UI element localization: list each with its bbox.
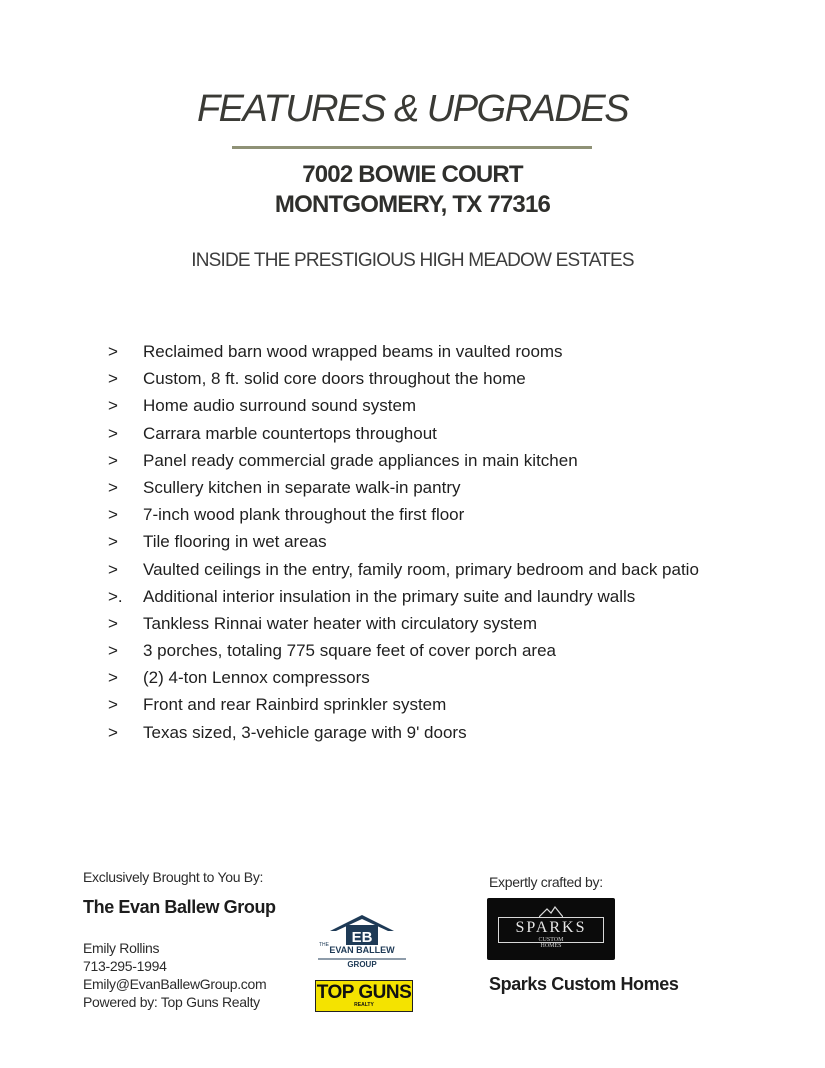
feature-list bbox=[108, 338, 699, 746]
title-divider bbox=[232, 146, 592, 149]
feature-text: Carrara marble countertops throughout bbox=[143, 423, 437, 443]
sparks-logo-subtext bbox=[487, 937, 615, 949]
subtitle: INSIDE THE PRESTIGIOUS HIGH MEADOW ESTATES bbox=[191, 250, 634, 271]
eb-group-text: GROUP bbox=[347, 960, 377, 969]
bullet-marker: > bbox=[108, 722, 118, 742]
feature-item bbox=[108, 420, 699, 447]
feature-item bbox=[108, 501, 699, 528]
feature-item bbox=[108, 583, 699, 610]
feature-text: Home audio surround sound system bbox=[143, 396, 417, 416]
feature-text: Custom, 8 ft. solid core doors throughout the home bbox=[143, 369, 526, 389]
bullet-marker: > bbox=[108, 532, 118, 552]
sparks-custom-homes-logo bbox=[487, 898, 615, 960]
bullet-marker: > bbox=[108, 505, 118, 525]
agent-phone: 713-295-1994 bbox=[83, 958, 167, 974]
feature-text: Tankless Rinnai water heater with circulatory system bbox=[143, 613, 537, 633]
top-guns-text: TOP GUNS bbox=[316, 982, 412, 1003]
bullet-marker: >. bbox=[108, 586, 123, 606]
feature-item bbox=[108, 474, 699, 501]
sparks-logo-text: SPARKS bbox=[515, 919, 587, 936]
address-street: 7002 BOWIE COURT bbox=[302, 161, 523, 188]
feature-text: Scullery kitchen in separate walk-in pantry bbox=[143, 477, 461, 497]
agent-name: Emily Rollins bbox=[83, 940, 160, 956]
agent-contact bbox=[83, 939, 266, 1011]
bullet-marker: > bbox=[108, 342, 118, 361]
feature-item bbox=[108, 664, 699, 691]
bullet-marker: > bbox=[108, 668, 118, 688]
feature-item bbox=[108, 338, 699, 365]
feature-text: (2) 4-ton Lennox compressors bbox=[143, 668, 370, 688]
feature-item bbox=[108, 392, 699, 419]
feature-item bbox=[108, 528, 699, 555]
feature-item bbox=[108, 691, 699, 718]
agent-email: Emily@EvanBallewGroup.com bbox=[83, 976, 267, 992]
feature-item bbox=[108, 637, 699, 664]
feature-text: 3 porches, totaling 775 square feet of cover porch area bbox=[143, 641, 556, 661]
top-guns-realty-text: REALTY bbox=[354, 1002, 374, 1008]
feature-text: Additional interior insulation in the primary suite and laundry walls bbox=[143, 586, 636, 606]
eb-the: THE bbox=[319, 942, 329, 948]
agent-group-name: The Evan Ballew Group bbox=[83, 897, 276, 917]
feature-item bbox=[108, 719, 699, 746]
top-guns-logo bbox=[315, 980, 413, 1012]
feature-text: Panel ready commercial grade appliances in main kitchen bbox=[143, 450, 578, 470]
feature-item bbox=[108, 556, 699, 583]
bullet-marker: > bbox=[108, 369, 118, 389]
feature-item bbox=[108, 447, 699, 474]
sparks-sub-custom: CUSTOM bbox=[538, 937, 564, 943]
builder-name: Sparks Custom Homes bbox=[489, 974, 679, 994]
bullet-marker: > bbox=[108, 559, 118, 579]
bullet-marker: > bbox=[108, 641, 118, 661]
feature-text: Front and rear Rainbird sprinkler system bbox=[143, 695, 447, 715]
bullet-marker: > bbox=[108, 477, 118, 497]
bullet-marker: > bbox=[108, 695, 118, 715]
eb-initials: EB bbox=[351, 929, 373, 946]
bullet-marker: > bbox=[108, 613, 118, 633]
powered-by: Powered by: Top Guns Realty bbox=[83, 994, 260, 1010]
address-city: MONTGOMERY, TX 77316 bbox=[274, 191, 551, 218]
feature-item bbox=[108, 365, 699, 392]
bullet-marker: > bbox=[108, 396, 118, 416]
brought-by-label: Exclusively Brought to You By: bbox=[83, 869, 264, 885]
feature-text: Vaulted ceilings in the entry, family room, primary bedroom and back patio bbox=[143, 559, 699, 579]
feature-text: Tile flooring in wet areas bbox=[143, 532, 327, 552]
feature-text: Reclaimed barn wood wrapped beams in vaulted rooms bbox=[143, 342, 563, 361]
sparks-sub-homes: HOMES bbox=[540, 943, 562, 949]
bullet-marker: > bbox=[108, 423, 118, 443]
crafted-by-label: Expertly crafted by: bbox=[489, 874, 603, 890]
page-title: FEATURES & UPGRADES bbox=[196, 88, 629, 130]
feature-text: 7-inch wood plank throughout the first floor bbox=[143, 505, 465, 525]
feature-item bbox=[108, 610, 699, 637]
eb-name-text: EVAN BALLEW bbox=[329, 945, 395, 955]
bullet-marker: > bbox=[108, 450, 118, 470]
feature-text: Texas sized, 3-vehicle garage with 9' doors bbox=[143, 722, 467, 742]
